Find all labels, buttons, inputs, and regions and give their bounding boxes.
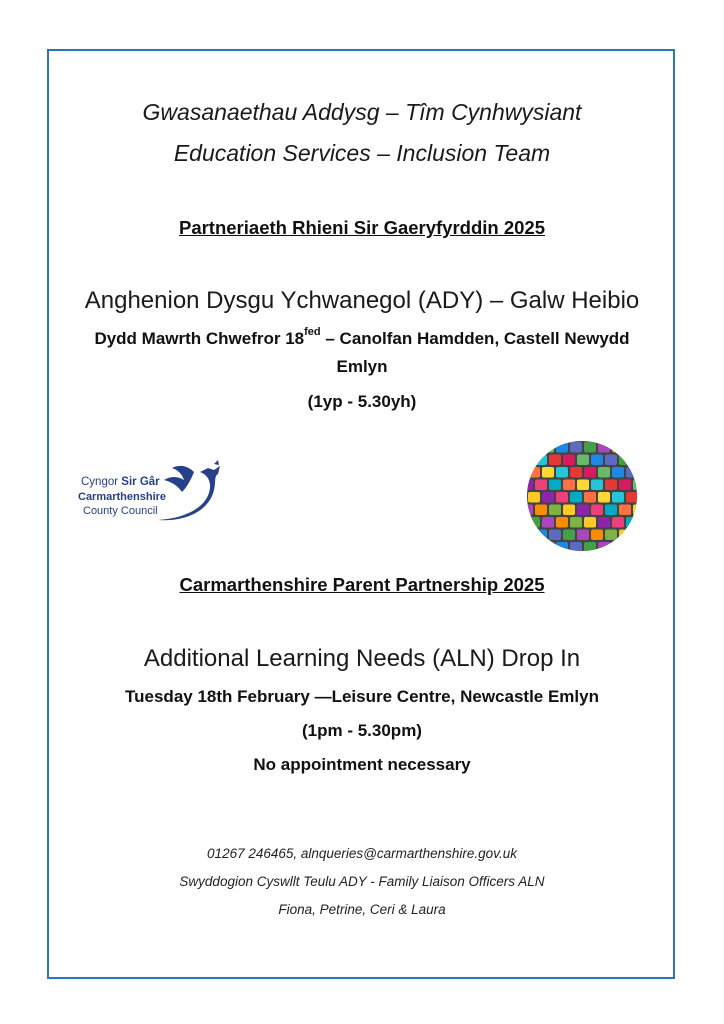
colourful-blocks-image — [527, 441, 637, 551]
welsh-partnership-title: Partneriaeth Rhieni Sir Gaeryfyrddin 2025 — [178, 217, 546, 238]
logo-line-2: Carmarthenshire — [78, 491, 167, 503]
english-partnership-title: Carmarthenshire Parent Partnership 2025 — [179, 574, 545, 595]
welsh-date-venue — [0, 326, 724, 349]
english-event-title: Additional Learning Needs (ALN) Drop In — [143, 645, 581, 672]
logo-line-1 — [81, 476, 160, 488]
welsh-date-suffix: fed — [304, 326, 321, 338]
welsh-service-heading: Gwasanaethau Addysg – Tîm Cynhwysiant — [142, 99, 582, 125]
no-appointment-note: No appointment necessary — [253, 755, 471, 774]
welsh-venue: – Canolfan Hamdden, Castell Newydd — [320, 329, 630, 348]
logo-line-3: County Council — [83, 505, 158, 517]
logo-sir-gar: Sir Gâr — [121, 476, 160, 488]
contact-names: Fiona, Petrine, Ceri & Laura — [278, 902, 446, 917]
welsh-date: Dydd Mawrth Chwefror 18 — [94, 329, 305, 348]
contact-phone-email: 01267 246465, alnqueries@carmarthenshire.gov.uk — [207, 846, 517, 861]
contact-officers: Swyddogion Cyswllt Teulu ADY - Family Liaison Officers ALN — [179, 874, 545, 889]
welsh-time: (1yp - 5.30yh) — [307, 392, 417, 411]
council-logo — [78, 458, 228, 524]
welsh-venue-cont: Emlyn — [336, 357, 388, 376]
english-service-heading: Education Services – Inclusion Team — [173, 140, 551, 166]
logo-cyngor: Cyngor — [81, 476, 122, 488]
english-date-venue: Tuesday 18th February —Leisure Centre, Newcastle Emlyn — [125, 687, 599, 706]
welsh-event-title: Anghenion Dysgu Ychwanegol (ADY) – Galw Heibio — [84, 287, 640, 314]
english-time: (1pm - 5.30pm) — [302, 721, 422, 740]
